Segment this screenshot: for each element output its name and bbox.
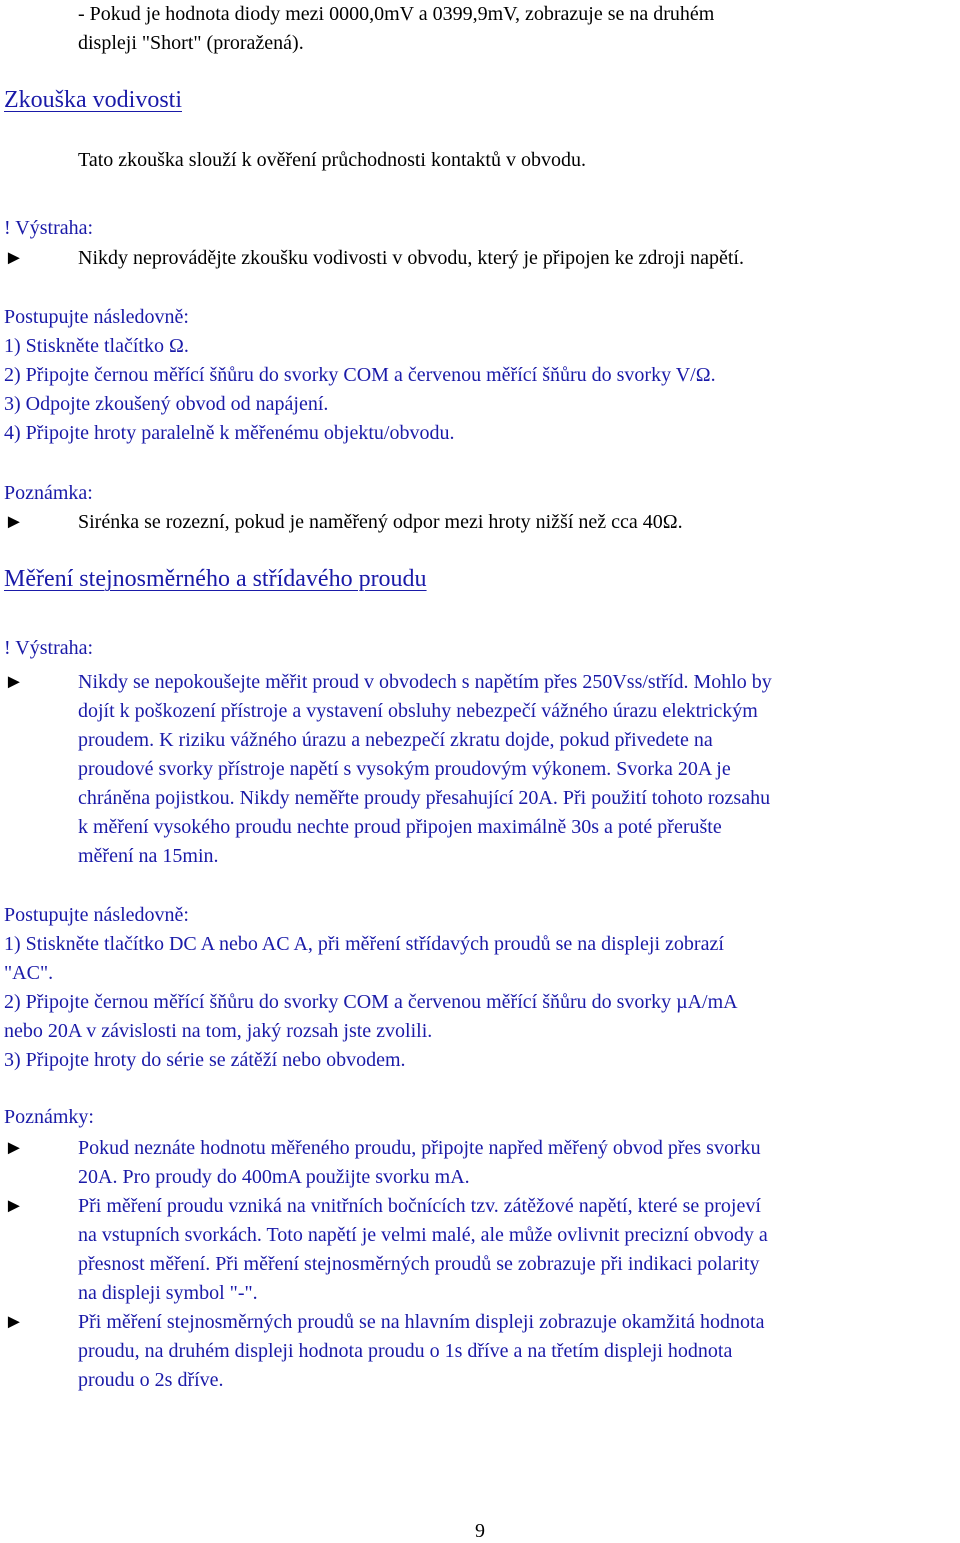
note-line: Při měření proudu vzniká na vnitřních bočnících tzv. zátěžové napětí, které se projeví [78,1195,761,1217]
procedure-step: 2) Připojte černou měřící šňůru do svorky COM a červenou měřící šňůru do svorky µA/mA [4,991,738,1013]
warning-text-line: proudové svorky přístroje napětí s vysokým proudovým výkonem. Svorka 20A je [78,758,731,780]
bullet-icon: ► [4,1311,24,1333]
note-line: Pokud neznáte hodnotu měřeného proudu, připojte napřed měřený obvod přes svorku [78,1137,761,1159]
note-label: Poznámka: [4,482,93,504]
warning-text-line: chráněna pojistkou. Nikdy neměřte proudy přesahující 20A. Při použití tohoto rozsahu [78,787,771,809]
note-text: Sirénka se rozezní, pokud je naměřený odpor mezi hroty nižší než cca 40Ω. [78,511,683,533]
note-line: Při měření stejnosměrných proudů se na hlavním displeji zobrazuje okamžitá hodnota [78,1311,765,1333]
warning-text-line: dojít k poškození přístroje a vystavení obsluhy nebezpečí vážného úrazu elektrickým [78,700,758,722]
section-intro: Tato zkouška slouží k ověření průchodnosti kontaktů v obvodu. [78,149,586,171]
bullet-icon: ► [4,511,24,533]
bullet-icon: ► [4,1137,24,1159]
warning-text: Nikdy neprovádějte zkoušku vodivosti v obvodu, který je připojen ke zdroji napětí. [78,247,744,269]
bullet-icon: ► [4,671,24,693]
note-line: na displeji symbol "-". [78,1282,258,1304]
note-line: na vstupních svorkách. Toto napětí je velmi malé, ale může ovlivnit precizní obvody a [78,1224,768,1246]
procedure-step: 4) Připojte hroty paralelně k měřenému objektu/obvodu. [4,422,455,444]
text-line: displeji "Short" (proražená). [78,32,304,54]
warning-text-line: k měření vysokého proudu nechte proud připojen maximálně 30s a poté přerušte [78,816,722,838]
note-line: proudu o 2s dříve. [78,1369,224,1391]
procedure-step: "AC". [4,962,54,984]
page-number: 9 [475,1520,485,1542]
procedure-step: nebo 20A v závislosti na tom, jaký rozsah jste zvolili. [4,1020,433,1042]
note-line: 20A. Pro proudy do 400mA použijte svorku mA. [78,1166,470,1188]
text-line: - Pokud je hodnota diody mezi 0000,0mV a 0399,9mV, zobrazuje se na druhém [78,3,715,25]
note-line: proudu, na druhém displeji hodnota proudu o 1s dříve a na třetím displeji hodnota [78,1340,733,1362]
procedure-step: 1) Stiskněte tlačítko DC A nebo AC A, při měření střídavých proudů se na displeji zobrazí [4,933,724,955]
bullet-icon: ► [4,1195,24,1217]
procedure-label: Postupujte následovně: [4,306,189,328]
procedure-label: Postupujte následovně: [4,904,189,926]
procedure-step: 3) Připojte hroty do série se zátěží nebo obvodem. [4,1049,406,1071]
warning-text-line: proudem. K riziku vážného úrazu a nebezpečí zkratu dojde, pokud přivedete na [78,729,713,751]
bullet-icon: ► [4,247,24,269]
warning-label: ! Výstraha: [4,217,94,239]
warning-text-line: měření na 15min. [78,845,219,867]
procedure-step: 2) Připojte černou měřící šňůru do svorky COM a červenou měřící šňůru do svorky V/Ω. [4,364,716,386]
note-line: přesnost měření. Při měření stejnosměrných proudů se zobrazuje při indikaci polarity [78,1253,760,1275]
procedure-step: 1) Stiskněte tlačítko Ω. [4,335,189,357]
warning-text-line: Nikdy se nepokoušejte měřit proud v obvodech s napětím přes 250Vss/stříd. Mohlo by [78,671,772,693]
section-heading-continuity: Zkouška vodivosti [4,87,182,113]
procedure-step: 3) Odpojte zkoušený obvod od napájení. [4,393,329,415]
notes-label: Poznámky: [4,1106,94,1128]
warning-label: ! Výstraha: [4,637,94,659]
section-heading-current: Měření stejnosměrného a střídavého proudu [4,566,427,592]
